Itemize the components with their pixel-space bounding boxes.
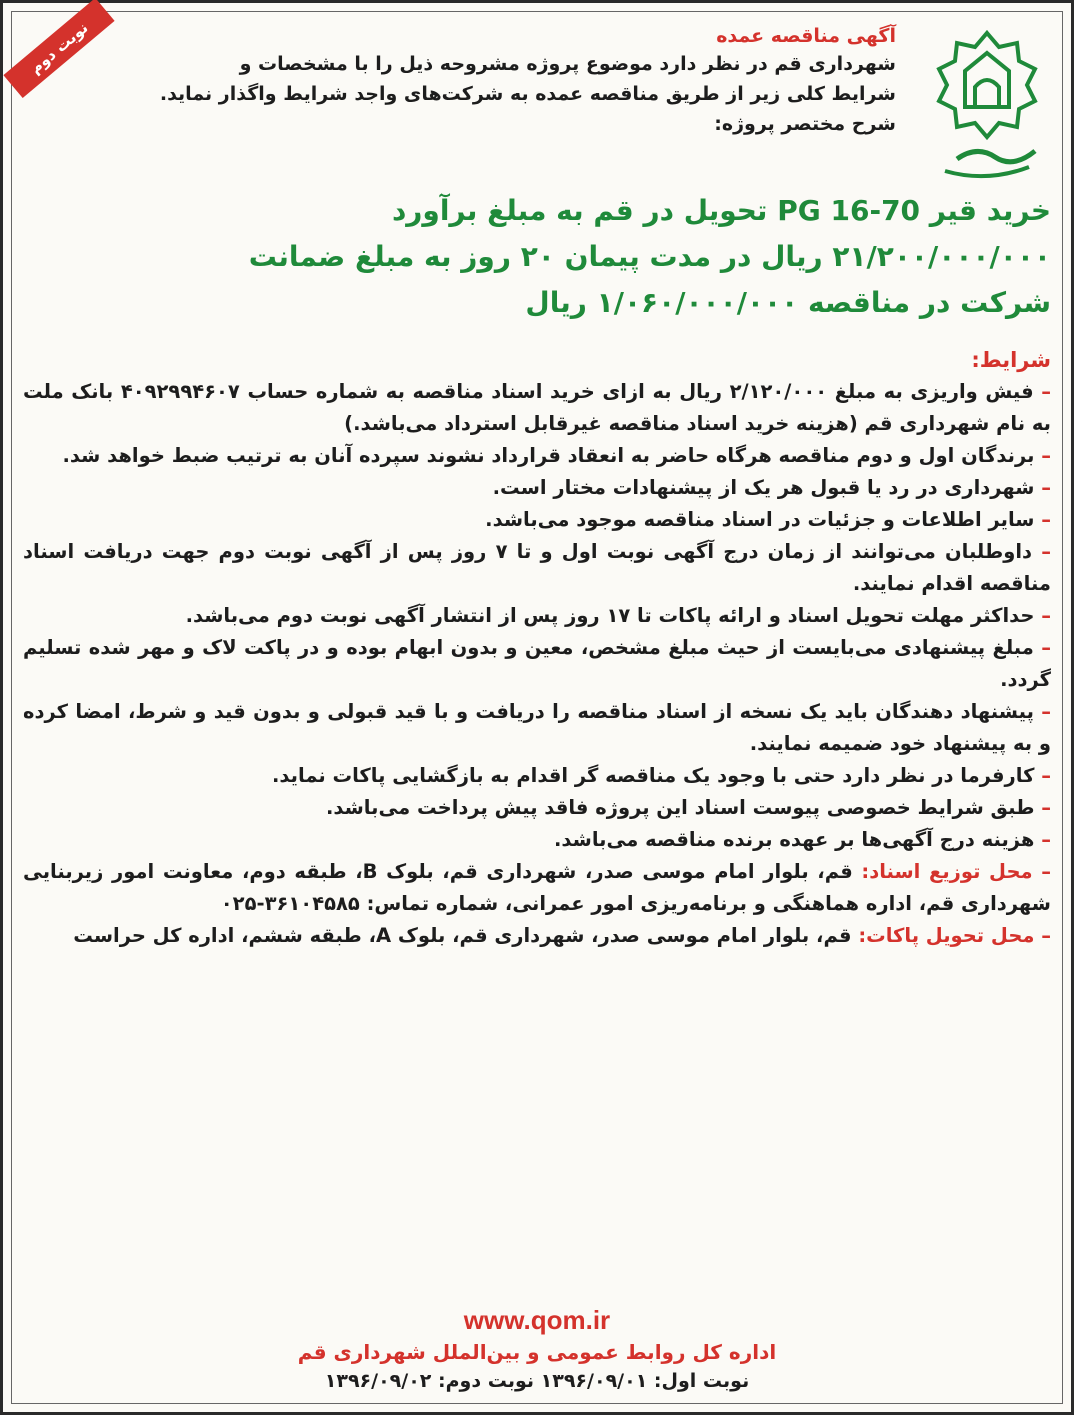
website-link[interactable]: www.qom.ir: [463, 1305, 611, 1335]
envelope-delivery-location: – محل تحویل پاکات: قم، بلوار امام موسی صدر، شهرداری قم، بلوک A، طبقه ششم، اداره کل حراست: [73, 924, 1051, 947]
second-notice-ribbon: نوبت دوم: [3, 0, 114, 98]
document-distribution-location: – محل توزیع اسناد: قم، بلوار امام موسی صدر، شهرداری قم، بلوک B، طبقه دوم، معاونت امور زیربنایی شهرداری قم، اداره هماهنگی و برنامه‌ریزی امور عمرانی، شماره تماس: ۳۶۱۰۴۵۸۵-۰۲۵: [23, 860, 1051, 915]
pr-office-name: اداره کل روابط عمومی و بین‌الملل شهرداری قم: [297, 1340, 777, 1364]
subject-line-1: خرید قیر 70-16 PG تحویل در قم به مبلغ برآورد: [391, 194, 1051, 227]
condition-item: – داوطلبان می‌توانند از زمان درج آگهی نوبت اول و تا ۷ روز پس از آگهی نوبت دوم جهت دریافت اسناد مناقصه اقدام نمایند.: [23, 540, 1051, 595]
distribution-label: محل توزیع اسناد:: [861, 860, 1033, 883]
qom-municipality-logo-icon: [917, 25, 1057, 185]
intro-line-1: شهرداری قم در نظر دارد موضوع پروژه مشروحه ذیل را با مشخصات و: [239, 53, 896, 75]
conditions-title: شرایط:: [971, 348, 1051, 372]
condition-item: – فیش واریزی به مبلغ ۲/۱۲۰/۰۰۰ ریال به ازای خرید اسناد مناقصه به شماره حساب ۴۰۹۲۹۹۴۶۰۷ بانک ملت به نام شهرداری قم (هزینه خرید اسناد مناقصه غیرقابل استرداد می‌باشد.): [23, 380, 1051, 435]
ad-footer: [23, 1305, 1051, 1392]
delivery-text: قم، بلوار امام موسی صدر، شهرداری قم، بلوک A، طبقه ششم، اداره کل حراست: [73, 924, 852, 947]
distribution-text: قم، بلوار امام موسی صدر، شهرداری قم، بلوک B، طبقه دوم، معاونت امور زیربنایی شهرداری قم، اداره هماهنگی و برنامه‌ریزی امور عمرانی، شماره تماس: ۳۶۱۰۴۵۸۵-۰۲۵: [23, 860, 1051, 915]
condition-item: – طبق شرایط خصوصی پیوست اسناد این پروژه فاقد پیش پرداخت می‌باشد.: [325, 796, 1051, 819]
subject-line-2: ۲۱/۲۰۰/۰۰۰/۰۰۰ ریال در مدت پیمان ۲۰ روز به مبلغ ضمانت: [248, 240, 1051, 273]
conditions-section: [23, 348, 1051, 952]
intro-line-3: شرح مختصر پروژه:: [714, 113, 896, 135]
project-subject: [23, 188, 1051, 326]
condition-item: – برندگان اول و دوم مناقصه هرگاه حاضر به انعقاد قرارداد نشوند سپرده آنان به ترتیب ضبط خواهد شد.: [62, 444, 1051, 467]
condition-item: – هزینه درج آگهی‌ها بر عهده برنده مناقصه می‌باشد.: [553, 828, 1051, 851]
condition-item: – پیشنهاد دهندگان باید یک نسخه از اسناد مناقصه را دریافت و با قید قبولی و بدون قید و شرط، امضا کرده و به پیشنهاد خود ضمیمه نمایند.: [23, 700, 1051, 755]
delivery-label: محل تحویل پاکات:: [858, 924, 1035, 947]
conditions-list: [23, 376, 1051, 952]
publication-dates: نوبت اول: ۱۳۹۶/۰۹/۰۱ نوبت دوم: ۱۳۹۶/۰۹/۰۲: [324, 1370, 750, 1392]
condition-item: – مبلغ پیشنهادی می‌بایست از حیث مبلغ مشخص، معین و بدون ابهام بوده و در پاکت لاک و مهر شده تسلیم گردد.: [23, 636, 1051, 691]
subject-line-3: شرکت در مناقصه ۱/۰۶۰/۰۰۰/۰۰۰ ریال: [525, 286, 1051, 319]
intro-line-2: شرایط کلی زیر از طریق مناقصه عمده به شرکت‌های واجد شرایط واگذار نماید.: [159, 83, 896, 105]
condition-item: – شهرداری در رد یا قبول هر یک از پیشنهادات مختار است.: [492, 476, 1051, 499]
ad-title: آگهی مناقصه عمده: [716, 25, 896, 47]
condition-item: – حداکثر مهلت تحویل اسناد و ارائه پاکات تا ۱۷ روز پس از انتشار آگهی نوبت دوم می‌باشد.: [185, 604, 1051, 627]
condition-item: – سایر اطلاعات و جزئیات در اسناد مناقصه موجود می‌باشد.: [485, 508, 1051, 531]
condition-item: – کارفرما در نظر دارد حتی با وجود یک مناقصه گر اقدام به بازگشایی پاکات نماید.: [272, 764, 1051, 787]
ad-header: [63, 25, 896, 139]
